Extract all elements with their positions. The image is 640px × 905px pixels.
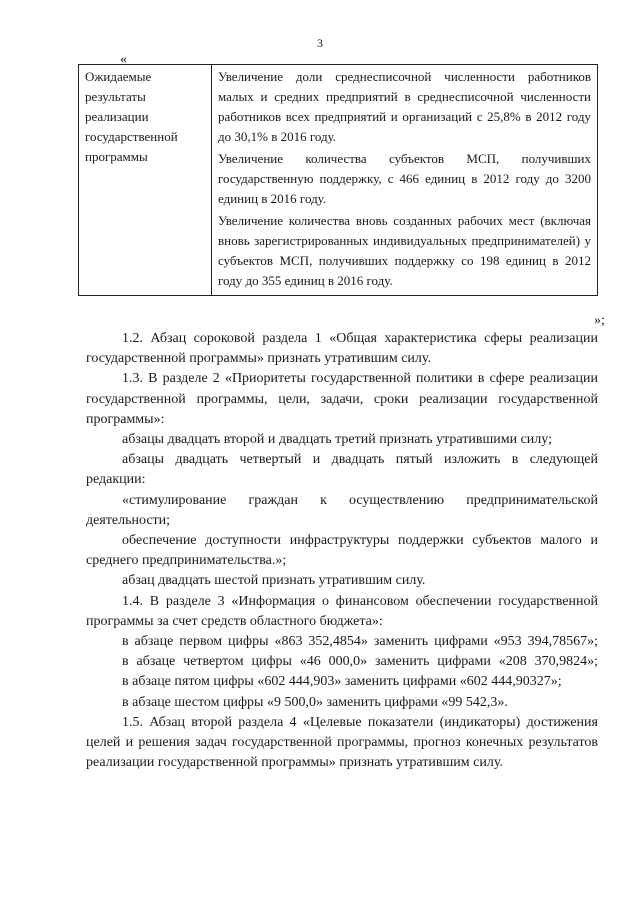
paragraph: 1.2. Абзац сороковой раздела 1 «Общая характеристика сферы реализации государственной программы» признать утратившим силу.	[86, 331, 598, 367]
results-table	[78, 64, 598, 296]
paragraph: в абзаце шестом цифры «9 500,0» заменить цифрами «99 542,3».	[122, 694, 508, 710]
closing-quote: »;	[594, 313, 605, 328]
paragraph: 1.3. В разделе 2 «Приоритеты государственной политики в сфере реализации государственной программы, цели, задачи, сроки реализации государственной программы»:	[86, 371, 598, 427]
table-item: Увеличение доли среднесписочной численности работников малых и средних предприятий в среднесписочной численности работников всех предприятий и организаций с 25,8% в 2012 году до 30,1% в 2016 году.	[218, 69, 591, 144]
paragraph: в абзаце четвертом цифры «46 000,0» заменить цифрами «208 370,9824»;	[122, 654, 598, 670]
table-item: Увеличение количества вновь созданных рабочих мест (включая вновь зарегистрированных индивидуальных предпринимателей) у субъектов МСП, получивших поддержку со 198 единиц в 2012 году до 355 единиц в 2016 году.	[218, 213, 591, 288]
paragraph: «стимулирование граждан к осуществлению предпринимательской деятельности;	[86, 492, 598, 528]
page-number: 3	[317, 36, 323, 50]
opening-quote: «	[120, 52, 127, 67]
document-body	[86, 329, 598, 773]
table-row	[79, 65, 598, 296]
paragraph: 1.5. Абзац второй раздела 4 «Целевые показатели (индикаторы) достижения целей и решения задач государственной программы, прогноз конечных результатов реализации государственной программы» признать утратившим силу.	[86, 714, 598, 771]
paragraph: 1.4. В разделе 3 «Информация о финансовом обеспечении государственной программы за счет средств областного бюджета»:	[86, 593, 598, 629]
paragraph: абзац двадцать шестой признать утратившим силу.	[122, 573, 426, 589]
table-item: Увеличение количества субъектов МСП, получивших государственную поддержку, с 466 единиц в 2012 году до 3200 единиц в 2016 году.	[218, 151, 591, 206]
paragraph: в абзаце первом цифры «863 352,4854» заменить цифрами «953 394,78567»;	[122, 634, 598, 650]
paragraph: обеспечение доступности инфраструктуры поддержки субъектов малого и среднего предпринимательства.»;	[86, 533, 598, 569]
paragraph: абзацы двадцать четвертый и двадцать пятый изложить в следующей редакции:	[86, 452, 598, 488]
table-label-cell: Ожидаемые результаты реализации государственной программы	[79, 65, 212, 296]
table-content-cell	[212, 65, 598, 296]
paragraph: в абзаце пятом цифры «602 444,903» заменить цифрами «602 444,90327»;	[122, 674, 562, 690]
paragraph: абзацы двадцать второй и двадцать третий признать утратившими силу;	[122, 432, 552, 448]
